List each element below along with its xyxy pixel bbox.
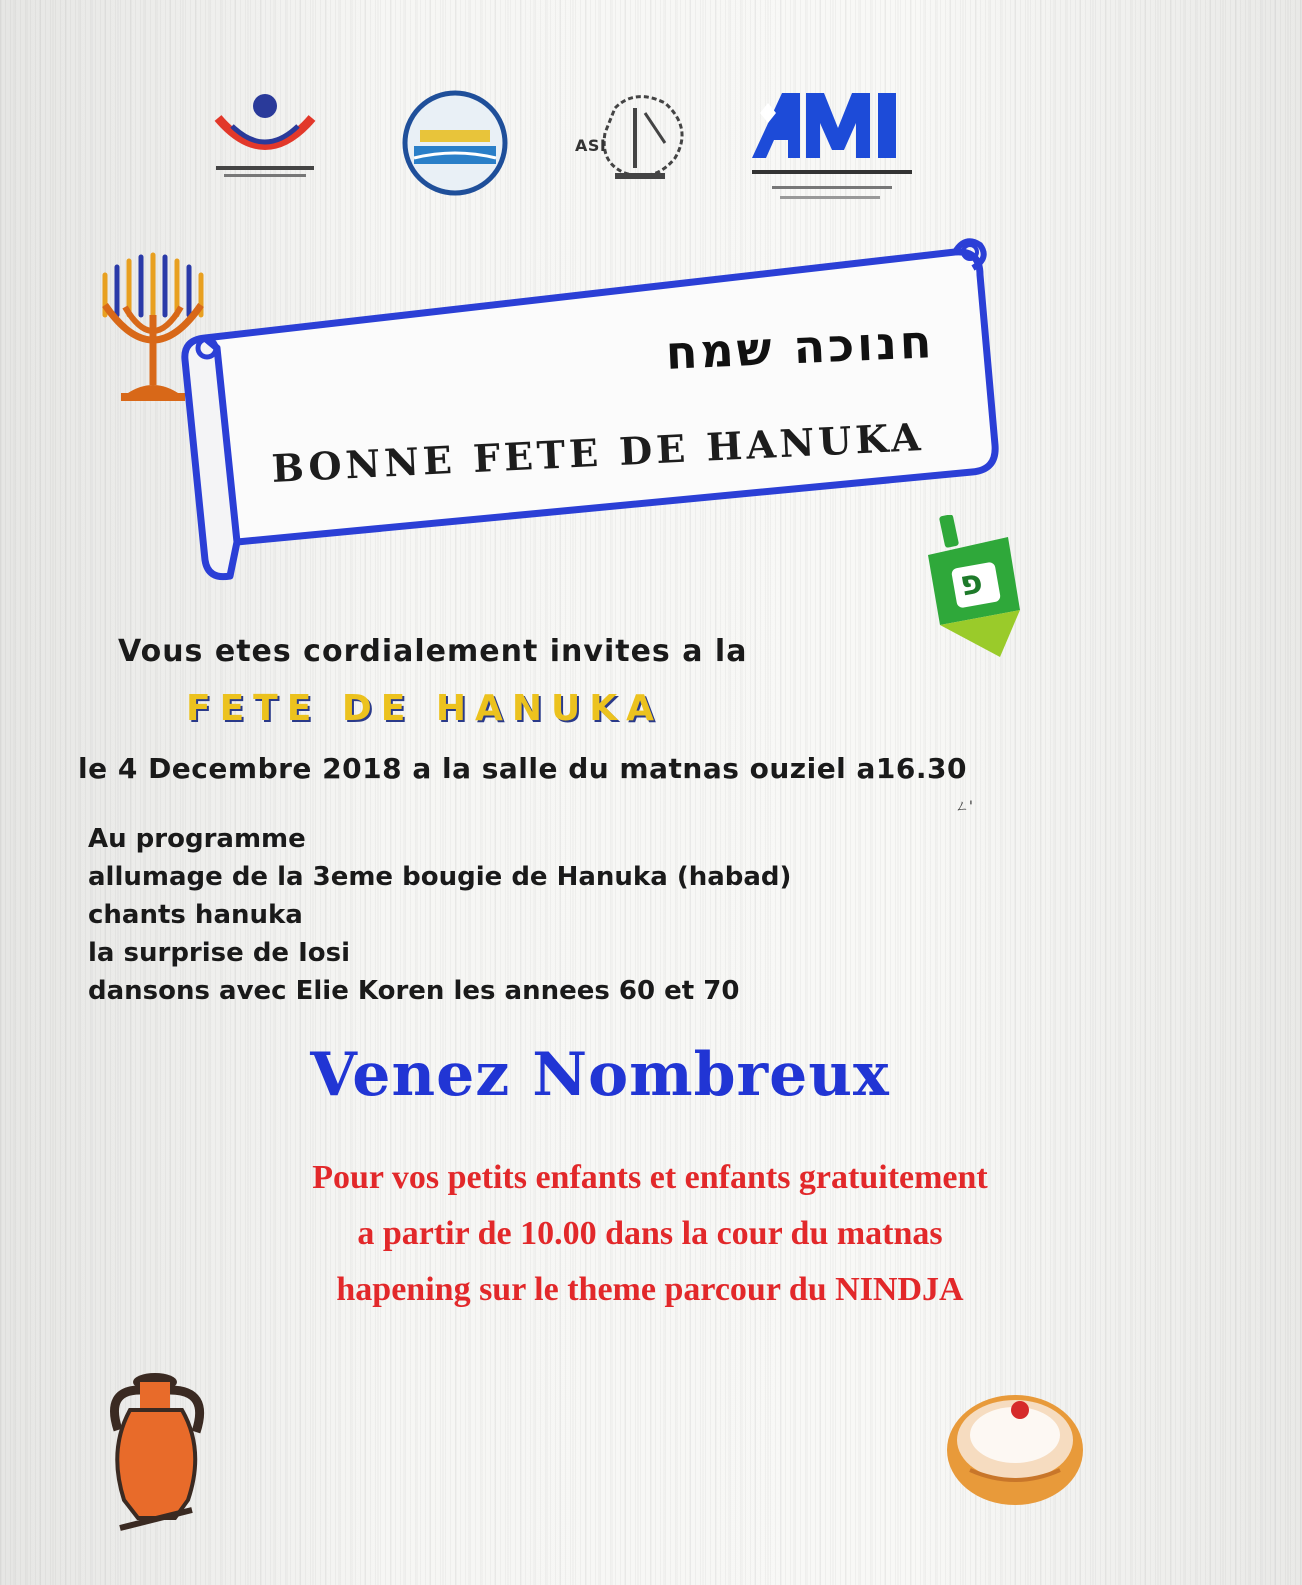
kids-info [230,1150,1070,1318]
program-item: chants hanuka [88,900,303,930]
program-item: la surprise de Iosi [88,938,351,968]
logo-ami-underline [752,170,912,174]
logo-ami [752,88,912,208]
program-title: Au programme [88,824,306,854]
banner-hebrew-title: חנוכה שמח [664,314,936,380]
logo-emblem-1 [210,88,320,208]
invitation-line: Vous etes cordialement invites a la [118,634,748,669]
banner-french-title: BONNE FETE DE HANUKA [270,414,926,491]
program-item: allumage de la 3eme bougie de Hanuka (habad) [88,862,792,892]
logo-ami-subline-2 [780,196,880,199]
kids-line: a partir de 10.00 dans la cour du matnas [357,1215,943,1252]
logo-emblem-2 [400,88,510,208]
call-to-action: Venez Nombreux [310,1040,890,1110]
scroll-banner [175,230,1005,594]
program-list [88,820,1048,1010]
logo-asi-caption: ASI [575,136,607,155]
logo-asi [575,88,705,208]
fete-highlight: FETE DE HANUKA [186,688,663,729]
dreidel-letter: פ [956,561,986,605]
sufganiya-icon [940,1380,1090,1514]
handwritten-note: ㄥ' [955,799,973,815]
kids-line: hapening sur le theme parcour du NINDJA [336,1271,964,1308]
oil-jug-icon [100,1360,230,1544]
date-line: le 4 Decembre 2018 a la salle du matnas ouziel a16.30 [78,752,967,785]
kids-line: Pour vos petits enfants et enfants gratuitement [312,1159,988,1196]
logo-ami-subline [772,186,892,189]
program-item: dansons avec Elie Koren les annees 60 et 70 [88,976,740,1006]
